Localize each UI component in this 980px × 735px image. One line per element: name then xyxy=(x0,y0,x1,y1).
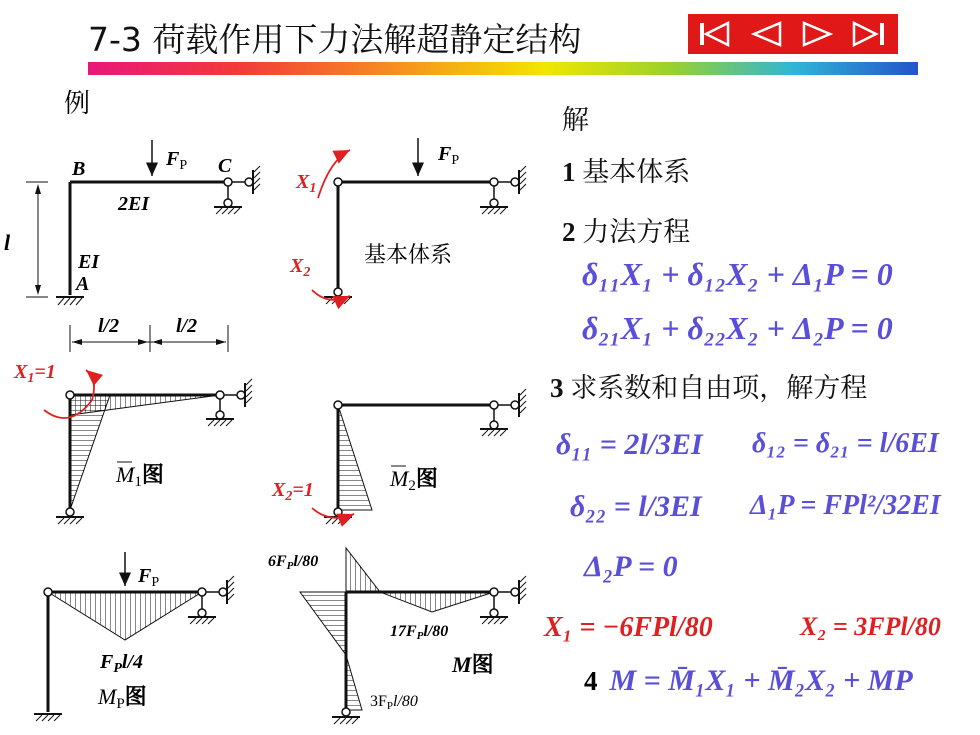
mp-value: $F_Pl/4$ xyxy=(100,651,144,676)
slide-navigation xyxy=(688,14,898,54)
step-1: 1 基本体系 xyxy=(562,157,691,188)
coef-d11: δ₁₁ = 2l/3EI xyxy=(556,428,703,461)
m1-diagram xyxy=(13,361,252,524)
solution-x2: X₂ = 3FPl/80 xyxy=(800,612,941,641)
first-slide-button[interactable] xyxy=(688,14,740,54)
x2-label: $X_2$ xyxy=(290,255,311,280)
m2-caption: M2图 xyxy=(390,466,438,494)
m-value-mid: 17FPl/80 xyxy=(390,623,449,642)
x1-unit-label: $X_1=1$ xyxy=(14,361,56,386)
mp-diagram xyxy=(34,552,234,721)
mp-caption: MP图 xyxy=(98,684,147,712)
load-label-3: $F_P$ xyxy=(138,565,160,590)
m-value-top: 6FPl/80 xyxy=(268,553,319,572)
label-EI: EI xyxy=(78,251,100,273)
m1-caption: M1图 xyxy=(116,462,164,490)
next-icon xyxy=(792,14,844,54)
first-icon xyxy=(688,14,740,54)
coef-D1P: Δ₁P = FPl²/32EI xyxy=(750,490,941,521)
next-slide-button[interactable] xyxy=(792,14,844,54)
final-formula: M = M̄₁X₁ + M̄₂X₂ + MP xyxy=(609,664,913,697)
basic-system xyxy=(289,138,526,304)
equation-2: δ₂₁X₁ + δ₂₂X₂ + Δ₂P = 0 xyxy=(582,310,893,346)
step-4: 4 M = M̄₁X₁ + M̄₂X₂ + MP xyxy=(584,664,913,697)
step-2: 2 力法方程 xyxy=(562,217,691,248)
x1-label: $X_1$ xyxy=(296,171,317,196)
m-final-diagram xyxy=(268,548,526,724)
example-label: 例 xyxy=(64,89,91,119)
label-C: C xyxy=(218,155,232,177)
label-2EI: 2EI xyxy=(118,193,150,215)
m-caption: M图 xyxy=(452,652,494,678)
solution-label: 解 xyxy=(562,105,589,136)
prev-icon xyxy=(740,14,792,54)
original-structure xyxy=(4,140,260,352)
load-label-2: $F_P$ xyxy=(438,143,460,168)
coef-D2P: Δ₂P = 0 xyxy=(584,550,678,583)
basic-system-caption: 基本体系 xyxy=(364,243,453,268)
last-slide-button[interactable] xyxy=(844,14,896,54)
x2-unit-label: $X_2=1$ xyxy=(272,479,314,504)
last-icon xyxy=(844,14,896,54)
solution-x1: X₁ = −6FPl/80 xyxy=(544,612,713,643)
prev-slide-button[interactable] xyxy=(740,14,792,54)
coef-d22: δ₂₂ = l/3EI xyxy=(570,490,702,523)
coef-d12: δ₁₂ = δ₂₁ = l/6EI xyxy=(752,428,939,459)
label-l: l xyxy=(4,230,11,255)
label-half-1: l/2 xyxy=(98,315,120,337)
label-half-2: l/2 xyxy=(176,315,198,337)
m2-diagram xyxy=(271,389,526,524)
label-B: B xyxy=(72,158,86,180)
load-label: $F_P$ xyxy=(166,148,188,173)
label-A: A xyxy=(76,273,90,295)
step-3: 3 求系数和自由项，解方程 xyxy=(550,373,868,404)
m-value-bottom: 3FPl/80 xyxy=(370,693,418,712)
page-title: 7-3 荷载作用下力法解超静定结构 xyxy=(88,20,582,59)
equation-1: δ₁₁X₁ + δ₁₂X₂ + Δ₁P = 0 xyxy=(582,256,893,292)
